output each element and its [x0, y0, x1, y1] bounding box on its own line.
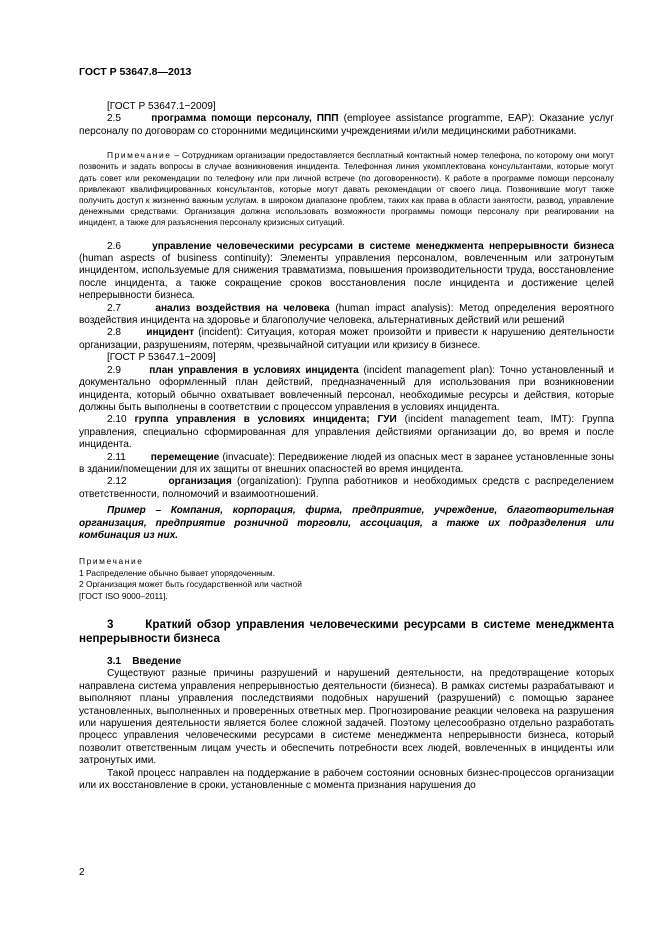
term-title: план управления в условиях инцидента — [149, 364, 359, 376]
term-title: группа управления в условиях инцидента; ГУИ — [134, 414, 397, 426]
subsection-heading — [79, 656, 614, 668]
term-title: инцидент — [146, 327, 195, 339]
document-header: ГОСТ Р 53647.8—2013 — [79, 66, 192, 78]
example-text: – Компания, корпорация, фирма, предприятие, учреждение, благотворительная организация, предприятие розничной торговли, ассоциация, а также их подразделения или комбинация из них. — [79, 505, 614, 541]
term-number: 2.7 — [107, 302, 122, 314]
term-number: 2.8 — [107, 327, 122, 339]
term-number: 2.5 — [107, 113, 122, 125]
page-content — [79, 101, 614, 792]
term-number: 2.6 — [107, 240, 122, 252]
term-2-11 — [79, 452, 614, 477]
note-label: Примечание — [107, 150, 172, 161]
note-block-2 — [79, 556, 614, 602]
term-definition: (human aspects of business continuity): Элементы управления персоналом, вовлеченным или затронутым инцидентом, используемые для снижения травматизма, повышения производительности труда, восстановление после инцидента, а также сокращение сроков восстановления после инцидента и достижение целей непрерывности бизнеса. — [79, 253, 614, 302]
term-number: 2.9 — [107, 364, 122, 376]
term-definition: (organization): Группа работников и необходимых средств с распределением ответственности, полномочий и взаимоотношений. — [79, 476, 614, 500]
term-number: 2.12 — [107, 476, 127, 488]
subsection-number: 3.1 — [107, 656, 122, 668]
reference: [ГОСТ Р 53647.1−2009] — [107, 352, 216, 364]
term-definition: (incident management team, IMT): Группа управления, специально сформированная для управления действиями организации до, во время и после инцидента. — [79, 414, 615, 451]
term-definition: (invacuate): Передвижение людей из опасных мест в заранее установленные зоны в здании/помещении для их защиты от внешних опасностей во время инцидента. — [79, 451, 614, 475]
body-paragraph: Такой процесс направлен на поддержание в рабочем состоянии основных бизнес-процессов организации или их восстановление в сроки, установленные с момента признания нарушения до — [79, 767, 614, 792]
note-label: Примечание — [79, 556, 144, 567]
term-definition: (incident): Ситуация, которая может произойти и привести к нарушению деятельности организации, разрушениям, потерям, чрезвычайной ситуации или кризису в бизнесе. — [79, 327, 615, 351]
reference: [ГОСТ Р 53647.1−2009] — [107, 101, 216, 112]
term-2-8 — [79, 327, 614, 352]
term-2-7 — [79, 303, 614, 328]
term-2-5 — [79, 113, 614, 138]
term-number: 2.11 — [107, 451, 126, 463]
term-title: перемещение — [150, 451, 220, 463]
note-text: – Сотрудникам организации предоставляется бесплатный контактный номер телефона, по которому они могут позвонить и задать вопросы в случае возникновения инцидента. Телефонная линия укомплектована консультантами, которые могут дать совет или рекомендации по телефону или при личной встрече (по договоренности). К работе в программе помощи персоналу привлекают квалифицированных консультантов, которые могут давать рекомендации от своего лица. Позвонившие могут также получить доступ к жизненно важным услугам. в широком диапазоне проблем, таких как права в области занятости, развод, управление денежными средствами. Организация должна использовать возможности программы помощи персоналу при реагировании на инцидент, а также для разъяснения персоналу кризисных ситуаций. — [79, 150, 614, 228]
term-definition: (human impact analysis): Метод определения вероятного воздействия инцидента на здоровье и благополучие человека, альтернативных действий или решений — [79, 302, 614, 327]
subsection-title: Введение — [132, 656, 182, 668]
note-item: 1 Распределение обычно бывает упорядоченным. — [79, 567, 275, 578]
note-block — [79, 150, 614, 228]
note-item: [ГОСТ ISO 9000–2011]. — [79, 590, 168, 601]
example — [79, 505, 614, 542]
section-heading — [79, 618, 614, 646]
term-title: организация — [168, 476, 232, 488]
term-number: 2.10 — [107, 414, 127, 426]
term-2-10 — [79, 414, 614, 451]
note-item: 2 Организация может быть государственной или частной — [79, 579, 302, 590]
term-2-12 — [79, 476, 614, 501]
term-title: анализ воздействия на человека — [155, 302, 330, 314]
term-title: управление человеческими ресурсами в системе менеджмента непрерывности бизнеса — [152, 240, 614, 252]
example-label: Пример — [107, 505, 146, 517]
term-2-6 — [79, 241, 614, 303]
page-number: 2 — [79, 867, 85, 878]
term-title: программа помощи персоналу, ППП — [151, 113, 339, 125]
term-definition: (incident management plan): Точно установленный и документально оформленный план действий, предназначенный для использования при возникновении инцидента, который обычно охватывает вовлеченный персонал, необходимые ресурсы и действия, которые должны быть выполнены в соответствии с процессом управления в условиях инцидента. — [79, 364, 615, 413]
body-paragraph: Существуют разные причины разрушений и нарушений деятельности, на предотвращение которых направлена система управления непрерывностью деятельности (бизнеса). В рамках системы разрабатывают и выполняют планы управления последствиями подобных нарушений (разрушений) с помощью заранее установленных, выполненных и проверенных ответных мер. Прогнозирование реакции человека на разрушения или нарушения деятельности является более сложной задачей. Поэтому целесообразно отдельно разработать процесс управления человеческими ресурсами в системе менеджмента непрерывности бизнеса, который позволит ответственным лицам учесть и обеспечить потребности всех людей, вовлеченных в инциденты или затронутых ими. — [79, 668, 614, 767]
term-definition: (employee assistance programme, EAP): Оказание услуг персоналу по договорам со сторонними медицинскими учреждениями и/или медицинскими работниками. — [79, 113, 615, 137]
section-number: 3 — [107, 618, 114, 632]
term-2-9 — [79, 365, 614, 415]
section-title: Краткий обзор управления человеческими ресурсами в системе менеджмента непрерывности бизнеса — [79, 618, 614, 646]
